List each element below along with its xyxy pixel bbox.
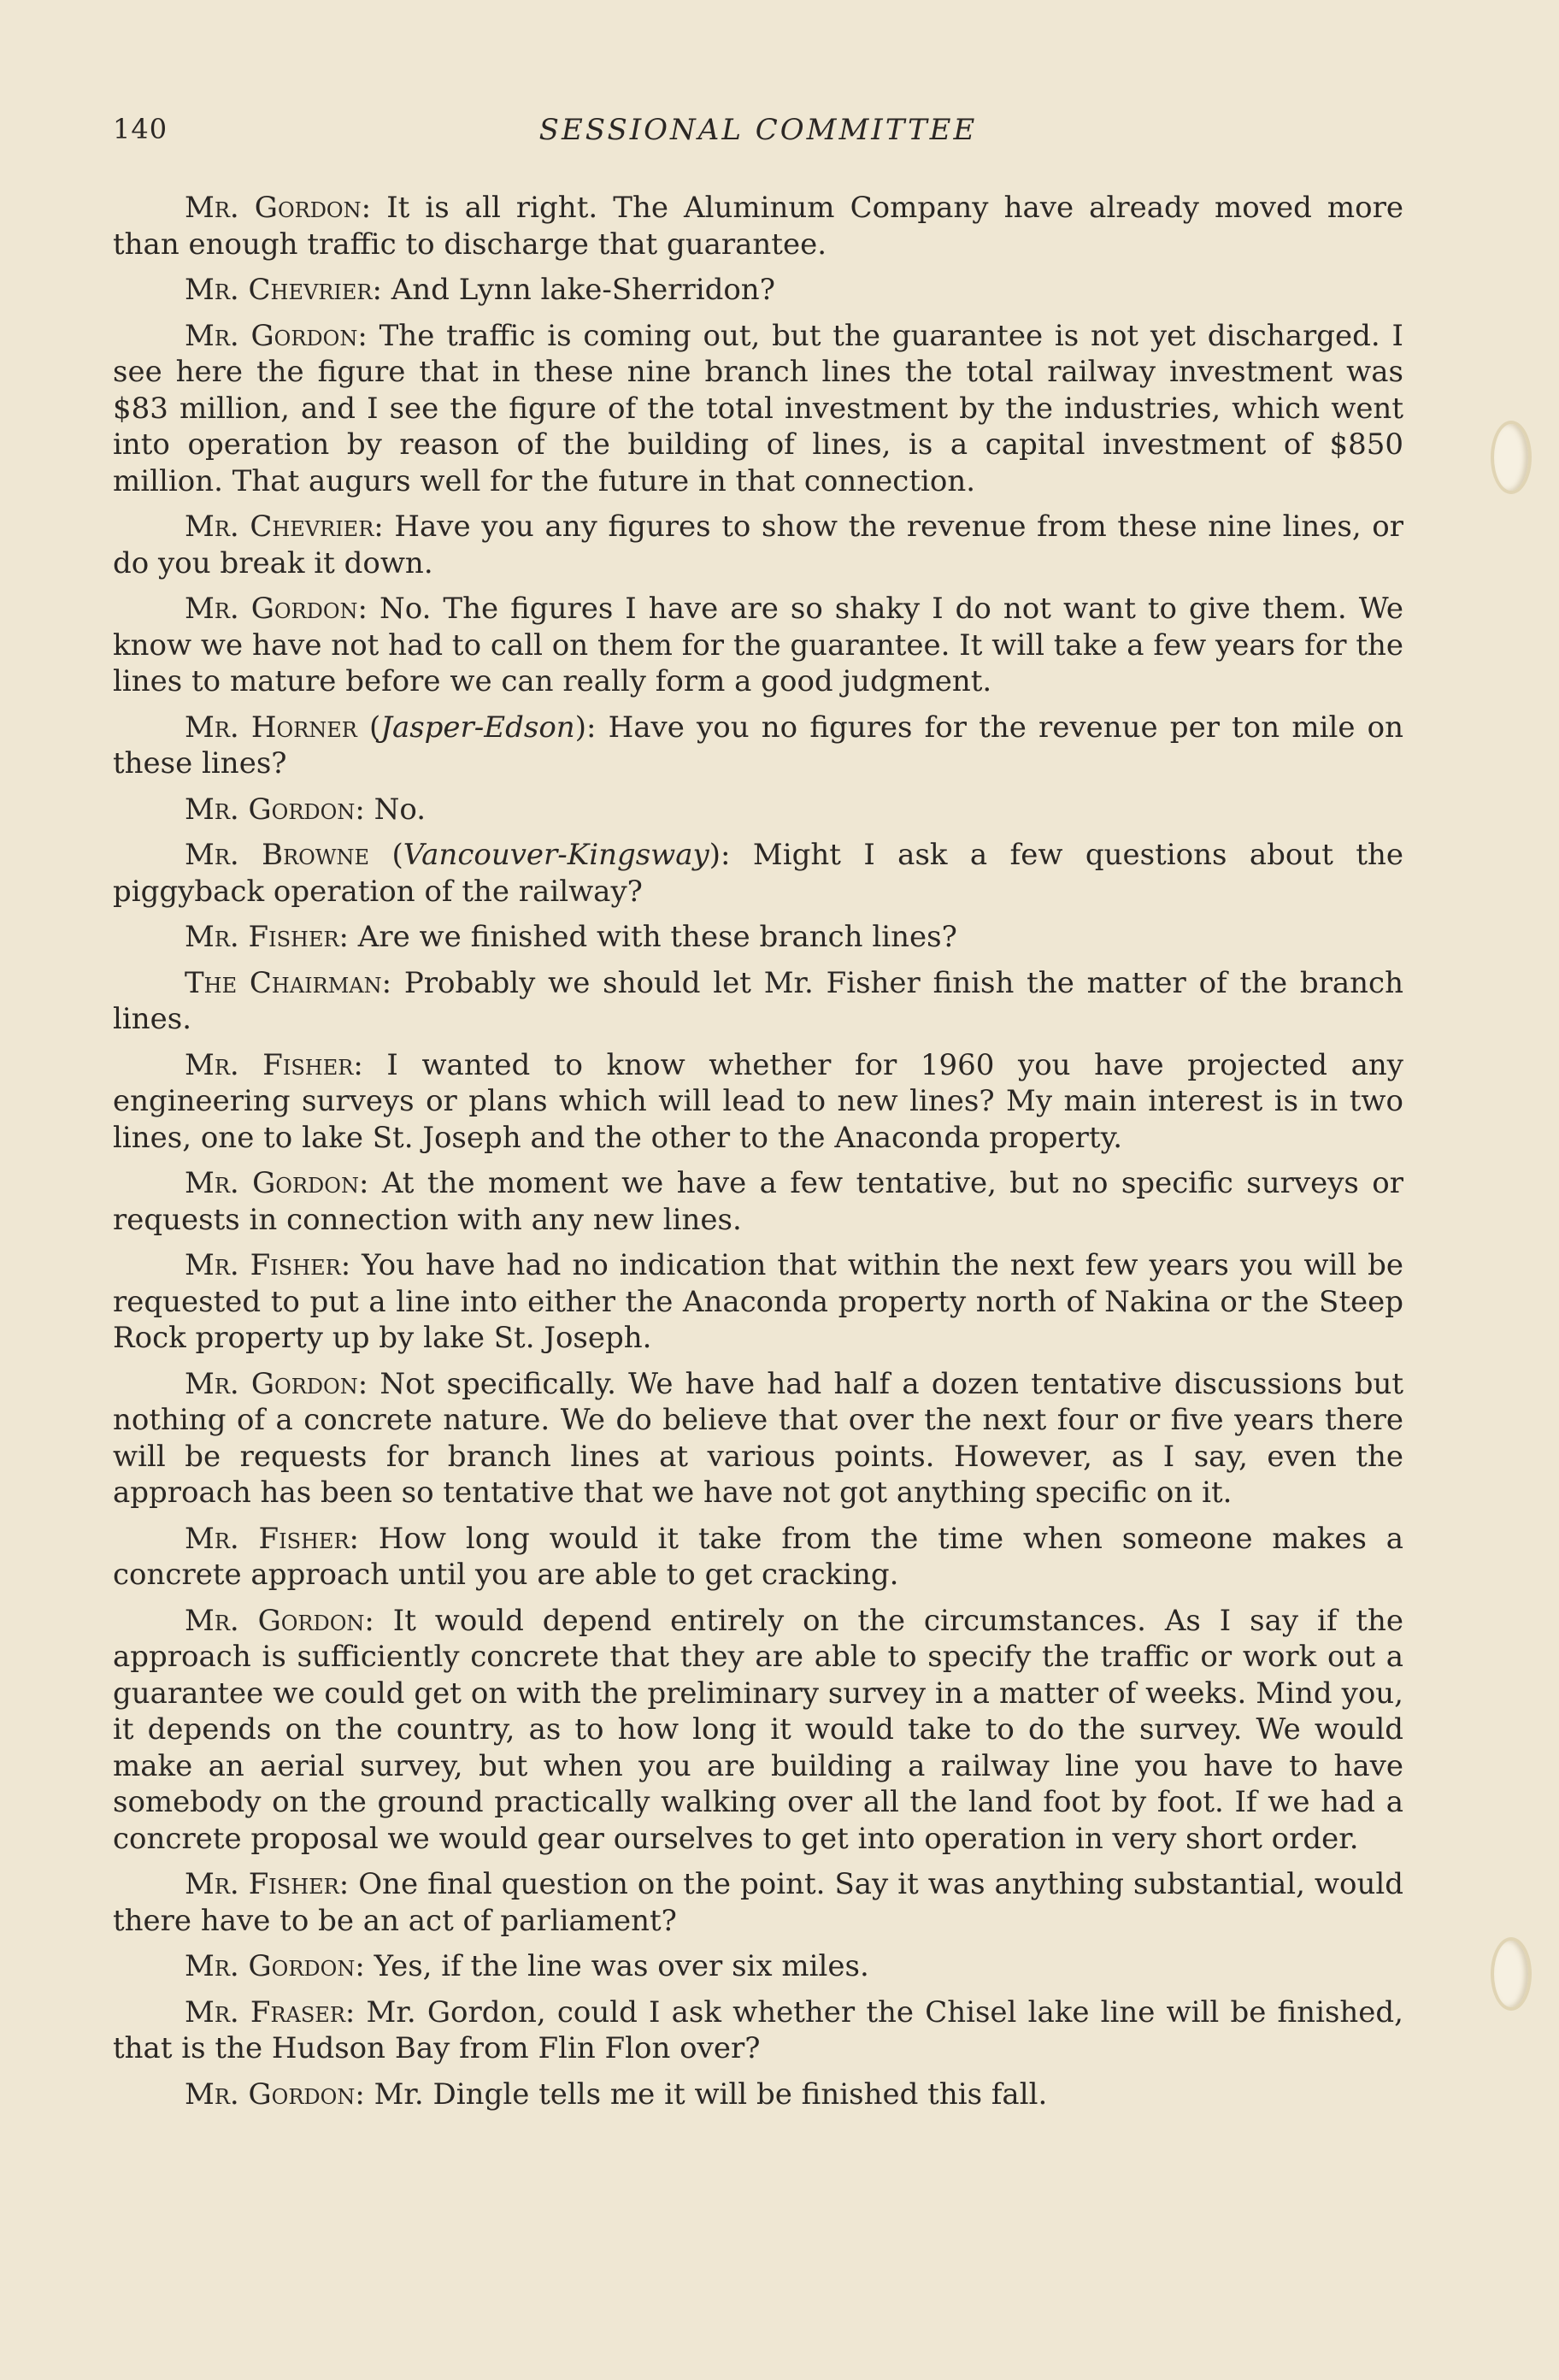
speech-text: Have you no figures for the revenue per ton mile on these lines? xyxy=(113,710,1403,781)
binding-hole-mark xyxy=(1491,421,1532,494)
transcript-paragraph: Mr. Browne (Vancouver-Kingsway): Might I ask a few questions about the piggyback operation of the railway? xyxy=(113,838,1403,909)
transcript-paragraph: Mr. Gordon: The traffic is coming out, but the guarantee is not yet discharged. I see here the figure that in these nine branch lines the total railway investment was $83 million, and I see the figure of the total investment by the industries, which went into operation by reason of the building of lines, is a capital investment of $850 million. That augurs well for the future in that connection. xyxy=(113,318,1403,498)
transcript-paragraph: Mr. Fisher: One final question on the point. Say it was anything substantial, would there have to be an act of parliament? xyxy=(113,1867,1404,1938)
speaker-name: Mr. Fisher xyxy=(185,920,339,954)
transcript-paragraph: Mr. Horner (Jasper-Edson): Have you no figures for the revenue per ton mile on these lines? xyxy=(113,710,1403,781)
transcript-paragraph: Mr. Fisher: You have had no indication that within the next few years you will be requested to put a line into either the Anaconda property north of Nakina or the Steep Rock property up by lake St. Joseph. xyxy=(113,1248,1403,1355)
speaker-name: Mr. Gordon xyxy=(185,318,358,353)
speech-text: You have had no indication that within the next few years you will be requested to put a line into either the Anaconda property north of Nakina or the Steep Rock property up by lake St. Joseph. xyxy=(113,1248,1403,1355)
speech-text: Mr. Gordon, could I ask whether the Chisel lake line will be finished, that is the Hudson Bay from Flin Flon over? xyxy=(113,1994,1403,2065)
speech-text: Mr. Dingle tells me it will be finished this fall. xyxy=(374,2077,1048,2112)
speech-text: No. xyxy=(374,792,427,827)
page-number: 140 xyxy=(113,113,168,145)
speech-text: Not specifically. We have had half a dozen tentative discussions but nothing of a concrete nature. We do believe that over the next four or five years there will be requests for branch lines at various points. However, as I say, even the approach has been so tentative that we have not got anything specific on it. xyxy=(113,1366,1404,1510)
speaker-name: Mr. Chevrier xyxy=(185,510,374,544)
speech-text: Are we finished with these branch lines? xyxy=(357,920,957,954)
transcript-paragraph: Mr. Fisher: I wanted to know whether for 1960 you have projected any engineering surveys or plans which will lead to new lines? My main interest is in two lines, one to lake St. Joseph and the other to the Anaconda property. xyxy=(113,1047,1403,1155)
transcript-paragraph: The Chairman: Probably we should let Mr. Fisher finish the matter of the branch lines. xyxy=(113,965,1403,1036)
transcript-paragraph: Mr. Gordon: No. xyxy=(185,792,427,827)
transcript-paragraph: Mr. Gordon: Mr. Dingle tells me it will be finished this fall. xyxy=(185,2077,1048,2112)
transcript-paragraph: Mr. Gordon: Yes, if the line was over six miles. xyxy=(185,1949,869,1983)
speaker-name: Mr. Fisher xyxy=(185,1047,354,1082)
speaker-name: Mr. Gordon xyxy=(185,191,362,225)
speaker-name: Mr. Gordon xyxy=(185,1166,359,1200)
speaker-name: Mr. Gordon xyxy=(185,1366,358,1401)
transcript-body xyxy=(113,190,1403,2122)
page-header xyxy=(113,113,1403,164)
transcript-paragraph: Mr. Fisher: Are we finished with these branch lines? xyxy=(185,920,957,954)
speaker-constituency: Jasper-Edson xyxy=(380,710,575,745)
speaker-name: Mr. Gordon xyxy=(185,792,356,827)
running-title: SESSIONAL COMMITTEE xyxy=(538,113,978,147)
speaker-name: The Chairman xyxy=(185,965,382,1000)
speech-text: How long would it take from the time when someone makes a concrete approach until you are able to get cracking. xyxy=(113,1521,1404,1592)
speech-text: The traffic is coming out, but the guarantee is not yet discharged. I see here the figure that in these nine branch lines the total railway investment was $83 million, and I see the figure of the total investment by the industries, which went into operation by reason of the building of lines, is a capital investment of $850 million. That augurs well for the future in that connection. xyxy=(113,318,1403,498)
speaker-name: Mr. Horner xyxy=(185,710,357,745)
transcript-paragraph: Mr. Fraser: Mr. Gordon, could I ask whether the Chisel lake line will be finished, that is the Hudson Bay from Flin Flon over? xyxy=(113,1994,1403,2065)
speaker-name: Mr. Gordon xyxy=(185,2077,356,2112)
speaker-name: Mr. Fisher xyxy=(185,1248,341,1282)
speech-text: I wanted to know whether for 1960 you have projected any engineering surveys or plans which will lead to new lines? My main interest is in two lines, one to lake St. Joseph and the other to the Anaconda property. xyxy=(113,1047,1403,1155)
speaker-name: Mr. Fraser xyxy=(185,1994,345,2029)
speech-text: It would depend entirely on the circumstances. As I say if the approach is sufficiently concrete that they are able to specify the traffic or work out a guarantee we could get on with the preliminary survey in a matter of weeks. Mind you, it depends on the country, as to how long it would take to do the survey. We would make an aerial survey, but when you are building a railway line you have to have somebody on the ground practically walking over all the land foot by foot. If we had a concrete proposal we would gear ourselves to get into operation in very short order. xyxy=(113,1603,1403,1856)
speech-text: Yes, if the line was over six miles. xyxy=(374,1949,869,1983)
transcript-paragraph: Mr. Gordon: It is all right. The Aluminum Company have already moved more than enough traffic to discharge that guarantee. xyxy=(113,191,1404,262)
transcript-paragraph: Mr. Fisher: How long would it take from the time when someone makes a concrete approach until you are able to get cracking. xyxy=(113,1521,1404,1592)
transcript-paragraph: Mr. Gordon: At the moment we have a few tentative, but no specific surveys or requests in connection with any new lines. xyxy=(113,1166,1403,1237)
speech-text: And Lynn lake-Sherridon? xyxy=(391,273,775,307)
speech-text: Might I ask a few questions about the piggyback operation of the railway? xyxy=(113,838,1403,909)
speaker-name: Mr. Gordon xyxy=(185,592,358,626)
speaker-name: Mr. Fisher xyxy=(185,1867,339,1901)
speech-text: At the moment we have a few tentative, but no specific surveys or requests in connection with any new lines. xyxy=(113,1166,1403,1237)
speaker-name: Mr. Fisher xyxy=(185,1521,350,1556)
transcript-paragraph: Mr. Gordon: No. The figures I have are so shaky I do not want to give them. We know we have not had to call on them for the guarantee. It will take a few years for the lines to mature before we can really form a good judgment. xyxy=(113,592,1404,698)
binding-hole-mark xyxy=(1491,1937,1532,2011)
speaker-name: Mr. Browne xyxy=(185,838,370,872)
speaker-name: Mr. Gordon xyxy=(185,1949,356,1983)
transcript-paragraph: Mr. Gordon: It would depend entirely on the circumstances. As I say if the approach is sufficiently concrete that they are able to specify the traffic or work out a guarantee we could get on with the preliminary survey in a matter of weeks. Mind you, it depends on the country, as to how long it would take to do the survey. We would make an aerial survey, but when you are building a railway line you have to have somebody on the ground practically walking over all the land foot by foot. If we had a concrete proposal we would gear ourselves to get into operation in very short order. xyxy=(113,1603,1403,1856)
speaker-name: Mr. Chevrier xyxy=(185,273,373,307)
transcript-paragraph: Mr. Chevrier: Have you any figures to show the revenue from these nine lines, or do you break it down. xyxy=(113,510,1403,580)
transcript-paragraph: Mr. Gordon: Not specifically. We have had half a dozen tentative discussions but nothing of a concrete nature. We do believe that over the next four or five years there will be requests for branch lines at various points. However, as I say, even the approach has been so tentative that we have not got anything specific on it. xyxy=(113,1366,1404,1510)
speech-text: No. The figures I have are so shaky I do not want to give them. We know we have not had to call on them for the guarantee. It will take a few years for the lines to mature before we can really form a good judgment. xyxy=(113,592,1404,698)
transcript-paragraph: Mr. Chevrier: And Lynn lake-Sherridon? xyxy=(185,273,775,307)
speech-text: It is all right. The Aluminum Company have already moved more than enough traffic to discharge that guarantee. xyxy=(113,191,1404,262)
speech-text: One final question on the point. Say it was anything substantial, would there have to be an act of parliament? xyxy=(113,1867,1404,1938)
speaker-constituency: Vancouver-Kingsway xyxy=(403,838,709,872)
speech-text: Probably we should let Mr. Fisher finish the matter of the branch lines. xyxy=(113,965,1403,1036)
speech-text: Have you any figures to show the revenue from these nine lines, or do you break it down. xyxy=(113,510,1403,580)
speaker-name: Mr. Gordon xyxy=(185,1603,365,1638)
